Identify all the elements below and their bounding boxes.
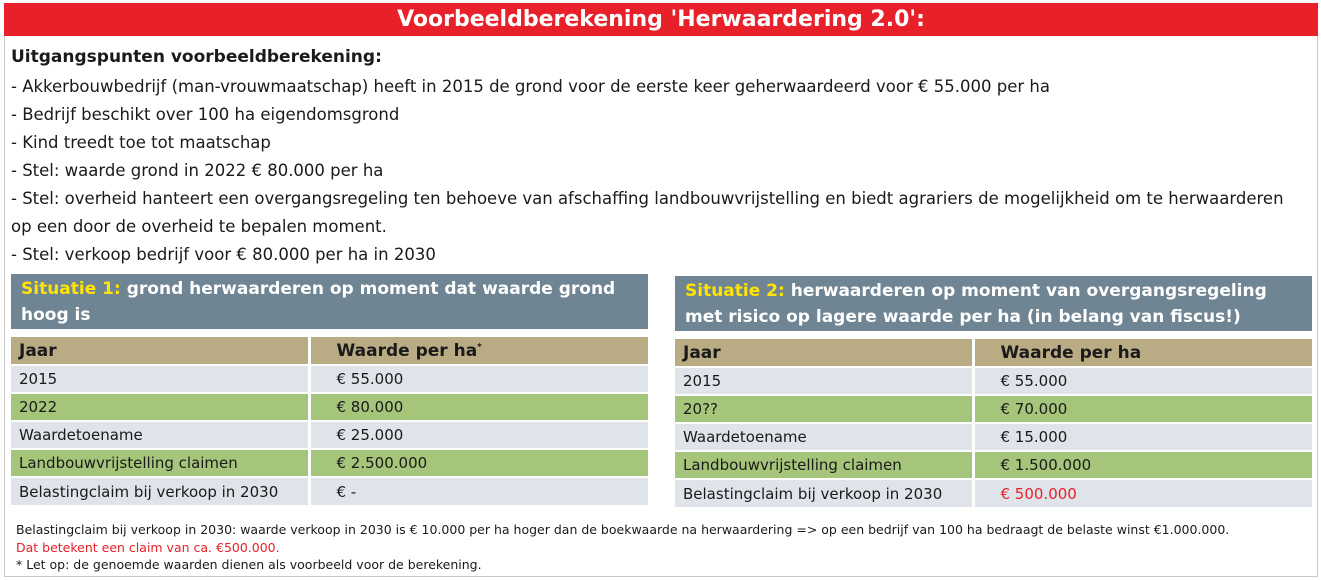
note-disclaimer: * Let op: de genoemde waarden dienen als voorbeeld voor de berekening. bbox=[16, 557, 482, 572]
row-value-claim: € 500.000 bbox=[973, 479, 1312, 507]
row-label: Landbouwvrijstelling claimen bbox=[11, 449, 309, 477]
table-row bbox=[11, 421, 648, 449]
situatie-1-table bbox=[11, 337, 648, 505]
footnote-mark: * bbox=[477, 341, 482, 352]
row-value: € 15.000 bbox=[973, 423, 1312, 451]
row-value: € 80.000 bbox=[309, 393, 648, 421]
col-waarde-header: Waarde per ha bbox=[973, 339, 1312, 367]
row-value: € 2.500.000 bbox=[309, 449, 648, 477]
row-value: € 25.000 bbox=[309, 421, 648, 449]
row-value: € 70.000 bbox=[973, 395, 1312, 423]
table-row bbox=[11, 365, 648, 393]
table-row bbox=[675, 479, 1312, 507]
intro-heading: Uitgangspunten voorbeeldberekening: bbox=[11, 47, 382, 67]
intro-line: - Bedrijf beschikt over 100 ha eigendomsgrond bbox=[11, 105, 400, 124]
row-label: Belastingclaim bij verkoop in 2030 bbox=[675, 479, 973, 507]
table-row bbox=[675, 451, 1312, 479]
page-title: Voorbeeldberekening 'Herwaardering 2.0': bbox=[4, 3, 1318, 36]
row-value: € - bbox=[309, 477, 648, 505]
situatie-2-table bbox=[675, 339, 1312, 507]
situatie-1-text: grond herwaarderen op moment dat waarde grond hoog is bbox=[21, 278, 616, 325]
table-row bbox=[11, 393, 648, 421]
table-row bbox=[11, 477, 648, 505]
intro-line: - Stel: waarde grond in 2022 € 80.000 per ha bbox=[11, 161, 384, 180]
row-label: 2015 bbox=[675, 367, 973, 395]
row-label: 2015 bbox=[11, 365, 309, 393]
intro-line: - Kind treedt toe tot maatschap bbox=[11, 133, 271, 152]
situatie-1-header bbox=[11, 274, 648, 329]
intro-line: - Stel: verkoop bedrijf voor € 80.000 per ha in 2030 bbox=[11, 245, 436, 264]
table-row bbox=[675, 423, 1312, 451]
situatie-1-label: Situatie 1: bbox=[21, 278, 121, 299]
table-row bbox=[11, 449, 648, 477]
intro-section bbox=[11, 44, 1307, 269]
col-jaar-header: Jaar bbox=[11, 337, 309, 365]
row-label: Belastingclaim bij verkoop in 2030 bbox=[11, 477, 309, 505]
footnotes bbox=[16, 521, 1312, 574]
table-row bbox=[675, 367, 1312, 395]
row-label: Landbouwvrijstelling claimen bbox=[675, 451, 973, 479]
situatie-2-header bbox=[675, 276, 1312, 331]
table-row bbox=[675, 395, 1312, 423]
intro-line: - Stel: overheid hanteert een overgangsregeling ten behoeve van afschaffing landbouwvrijstelling en biedt agrariers de mogelijkheid om te herwaarderen op een door de overheid te bepalen moment. bbox=[11, 189, 1284, 236]
col-jaar-header: Jaar bbox=[675, 339, 973, 367]
table-header-row bbox=[675, 339, 1312, 367]
note-calculation: Belastingclaim bij verkoop in 2030: waarde verkoop in 2030 is € 10.000 per ha hoger dan de boekwaarde na herwaardering => op een bedrijf van 100 ha bedraagt de belaste winst €1.000.000. bbox=[16, 522, 1230, 537]
col-waarde-header bbox=[309, 337, 648, 365]
row-value: € 1.500.000 bbox=[973, 451, 1312, 479]
row-label: 20?? bbox=[675, 395, 973, 423]
row-label: 2022 bbox=[11, 393, 309, 421]
row-value: € 55.000 bbox=[973, 367, 1312, 395]
note-claim: Dat betekent een claim van ca. €500.000. bbox=[16, 539, 280, 555]
table-header-row bbox=[11, 337, 648, 365]
intro-line: - Akkerbouwbedrijf (man-vrouwmaatschap) heeft in 2015 de grond voor de eerste keer geherwaardeerd voor € 55.000 per ha bbox=[11, 77, 1050, 96]
situatie-2-label: Situatie 2: bbox=[685, 280, 785, 301]
situatie-2-text: herwaarderen op moment van overgangsregeling met risico op lagere waarde per ha (in belang van fiscus!) bbox=[685, 280, 1267, 327]
row-label: Waardetoename bbox=[675, 423, 973, 451]
row-value: € 55.000 bbox=[309, 365, 648, 393]
col-waarde-label: Waarde per ha bbox=[336, 340, 478, 361]
row-label: Waardetoename bbox=[11, 421, 309, 449]
